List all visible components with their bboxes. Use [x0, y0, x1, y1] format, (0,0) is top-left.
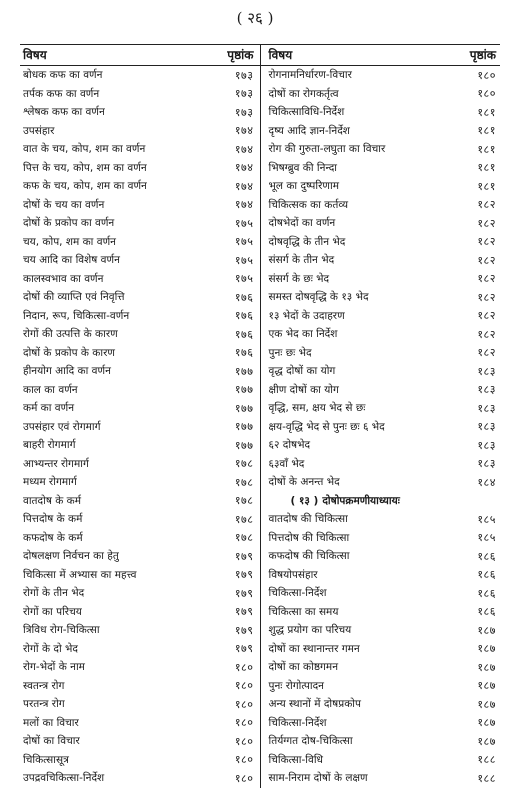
- entry-title: परतन्त्र रोग: [23, 698, 65, 711]
- entry-title: रोगों का परिचय: [23, 605, 82, 618]
- toc-entry: [261, 233, 501, 252]
- toc-entry: [20, 547, 260, 566]
- toc-entry: [20, 66, 260, 85]
- entry-title: दोषों के अनन्त भेद: [268, 476, 340, 489]
- entry-title: उपसंहार एवं रोगमार्ग: [23, 420, 101, 433]
- toc-entry: [20, 677, 260, 696]
- entry-page: १७९: [234, 586, 254, 600]
- entry-page: १८३: [477, 438, 496, 452]
- entry-title: एक भेद का निर्देश: [268, 328, 338, 341]
- toc-entry: [20, 233, 260, 252]
- toc-entry: [261, 658, 501, 677]
- toc-entry: [20, 159, 260, 178]
- toc-entry: [261, 140, 501, 159]
- entry-title: दोषों का स्थानान्तर गमन: [268, 642, 360, 655]
- toc-entry: [20, 621, 260, 640]
- entry-title: ६२ दोषभेद: [268, 439, 311, 452]
- entry-title: कफ के चय, कोप, शम का वर्णन: [23, 180, 147, 193]
- toc-entry: [20, 418, 260, 437]
- entry-title: दोषों के चय का वर्णन: [23, 198, 105, 211]
- left-column-header: [20, 45, 260, 66]
- entry-title: स्वतन्त्र रोग: [23, 679, 65, 692]
- toc-entry: [20, 177, 260, 196]
- entry-page: १८२: [477, 272, 496, 286]
- entry-page: १८७: [477, 623, 496, 637]
- entry-title: पुनः छः भेद: [268, 346, 312, 359]
- entry-title: काल का वर्णन: [23, 383, 78, 396]
- toc-entry: [20, 473, 260, 492]
- entry-title: रोगनामनिर्धारण-विचार: [268, 69, 352, 82]
- entry-title: दोषों की व्याप्ति एवं निवृत्ति: [23, 291, 125, 304]
- entry-page: १७६: [234, 290, 254, 304]
- entry-title: श्लेषक कफ का वर्णन: [23, 106, 105, 119]
- entry-page: १८८: [477, 771, 496, 785]
- entry-title: पुनः रोगोत्पादन: [268, 679, 325, 692]
- toc-entry: [20, 732, 260, 751]
- entry-page: १८१: [477, 105, 496, 119]
- subject-heading: विषय: [23, 48, 47, 62]
- toc-entry: [261, 732, 501, 751]
- entry-page: १८३: [477, 383, 496, 397]
- toc-entry: [20, 381, 260, 400]
- toc-entry: [261, 214, 501, 233]
- toc-entry: [261, 769, 501, 788]
- toc-entry: [261, 455, 501, 474]
- entry-title: कफदोष के कर्म: [23, 531, 83, 544]
- entry-page: १७९: [234, 549, 254, 563]
- entry-page: १७४: [234, 142, 254, 156]
- toc-entry: [20, 436, 260, 455]
- right-column: [261, 45, 501, 788]
- toc-entry: [20, 103, 260, 122]
- entry-page: १८७: [477, 660, 496, 674]
- toc-entry: [261, 122, 501, 141]
- left-column: [20, 45, 261, 788]
- entry-page: १७९: [234, 568, 254, 582]
- entry-title: वृद्ध दोषों का योग: [268, 365, 336, 378]
- subject-heading: विषय: [268, 48, 293, 62]
- toc-entry: [261, 103, 501, 122]
- entry-page: १८२: [477, 235, 496, 249]
- entry-title: रोग-भेदों के नाम: [23, 661, 85, 674]
- toc-entry: [20, 566, 260, 585]
- entry-page: १७६: [234, 346, 254, 360]
- entry-title: बाहरी रोगमार्ग: [23, 439, 76, 452]
- toc-entry: [261, 270, 501, 289]
- entry-title: पित्तदोष की चिकित्सा: [268, 531, 350, 544]
- toc-entry: [261, 362, 501, 381]
- toc-entry: [261, 399, 501, 418]
- entry-page: १८३: [477, 401, 496, 415]
- entry-title: चिकित्सासूत्र: [23, 753, 69, 766]
- toc-entry: [20, 584, 260, 603]
- entry-title: रोगों की उत्पत्ति के कारण: [23, 328, 118, 341]
- toc-entry: [261, 529, 501, 548]
- toc-entry: [20, 603, 260, 622]
- toc-entry: [261, 473, 501, 492]
- entry-title: मध्यम रोगमार्ग: [23, 476, 77, 489]
- contents-table: [20, 44, 500, 788]
- toc-entry: [261, 66, 501, 85]
- entry-title: हीनयोग आदि का वर्णन: [23, 365, 111, 378]
- toc-entry: [261, 510, 501, 529]
- toc-entry: [20, 325, 260, 344]
- chapter-heading: [261, 492, 501, 511]
- toc-entry: [261, 640, 501, 659]
- entry-title: चिकित्सा में अभ्यास का महत्त्व: [23, 568, 137, 581]
- toc-entry: [261, 159, 501, 178]
- entry-page: १८२: [477, 346, 496, 360]
- entry-title: रोग की गुरुता-लघुता का विचार: [268, 143, 386, 156]
- entry-page: १७४: [234, 179, 254, 193]
- entry-page: १७५: [234, 272, 254, 286]
- entry-title: भिषग्ब्रुव की निन्दा: [268, 161, 337, 174]
- toc-entry: [261, 547, 501, 566]
- entry-title: शुद्ध प्रयोग का परिचय: [268, 624, 352, 637]
- entry-title: क्षीण दोषों का योग: [268, 383, 339, 396]
- entry-page: १८३: [477, 364, 496, 378]
- toc-entry: [20, 85, 260, 104]
- toc-entry: [261, 177, 501, 196]
- entry-title: कर्म का वर्णन: [23, 402, 75, 415]
- entry-page: १७८: [234, 531, 254, 545]
- entry-title: मलों का विचार: [23, 716, 79, 729]
- entry-page: १७७: [234, 364, 254, 378]
- entry-page: १७७: [234, 401, 254, 415]
- left-entries: [20, 66, 260, 788]
- entry-title: तर्पक कफ का वर्णन: [23, 87, 100, 100]
- toc-entry: [261, 85, 501, 104]
- entry-page: १८१: [477, 161, 496, 175]
- entry-title: रोगों के दो भेद: [23, 642, 78, 655]
- entry-page: १७५: [234, 235, 254, 249]
- entry-title: दोषों का कोष्ठगमन: [268, 661, 339, 674]
- entry-title: विषयोपसंहार: [268, 568, 318, 581]
- entry-page: १७७: [234, 438, 254, 452]
- entry-page: १८६: [477, 568, 496, 582]
- entry-page: १८६: [477, 605, 496, 619]
- toc-entry: [261, 196, 501, 215]
- toc-entry: [20, 769, 260, 788]
- entry-title: तिर्यग्गत दोष-चिकित्सा: [268, 735, 353, 748]
- entry-page: १७९: [234, 642, 254, 656]
- toc-entry: [20, 529, 260, 548]
- entry-page: १८१: [477, 142, 496, 156]
- entry-title: वातदोष के कर्म: [23, 494, 81, 507]
- entry-title: दृष्य आदि ज्ञान-निर्देश: [268, 124, 350, 137]
- toc-entry: [20, 214, 260, 233]
- entry-page: १७४: [234, 198, 254, 212]
- toc-entry: [261, 714, 501, 733]
- toc-entry: [20, 362, 260, 381]
- entry-title: चिकित्सा-विधि: [268, 753, 324, 766]
- entry-title: साम-निराम दोषों के लक्षण: [268, 772, 368, 785]
- entry-page: १८२: [477, 309, 496, 323]
- entry-page: १७७: [234, 420, 254, 434]
- entry-page: १८७: [477, 697, 496, 711]
- entry-page: १७८: [234, 494, 254, 508]
- entry-page: १७४: [234, 161, 254, 175]
- toc-entry: [261, 436, 501, 455]
- entry-page: १७८: [234, 512, 254, 526]
- entry-title: दोषलक्षण निर्वचन का हेतु: [23, 550, 119, 563]
- entry-page: १८३: [477, 420, 496, 434]
- entry-title: उपसंहार: [23, 124, 55, 137]
- page-heading: पृष्ठांक: [227, 48, 254, 62]
- entry-page: १७४: [234, 124, 254, 138]
- toc-entry: [20, 695, 260, 714]
- entry-page: १८०: [477, 68, 496, 82]
- entry-page: १८१: [477, 179, 496, 193]
- page-number: ( २६ ): [236, 9, 274, 27]
- toc-entry: [261, 751, 501, 770]
- entry-title: १३ भेदों के उदाहरण: [268, 309, 345, 322]
- entry-page: १८०: [234, 679, 254, 693]
- entry-page: १८०: [234, 753, 254, 767]
- toc-entry: [20, 492, 260, 511]
- entry-title: संसर्ग के छः भेद: [268, 272, 330, 285]
- toc-entry: [20, 122, 260, 141]
- right-column-header: [261, 45, 501, 66]
- entry-page: १७८: [234, 457, 254, 471]
- toc-entry: [261, 584, 501, 603]
- toc-entry: [20, 751, 260, 770]
- toc-entry: [20, 307, 260, 326]
- toc-entry: [20, 251, 260, 270]
- entry-title: चिकित्सा का समय: [268, 605, 339, 618]
- entry-page: १८१: [477, 124, 496, 138]
- entry-title: त्रिविध रोग-चिकित्सा: [23, 624, 100, 637]
- toc-entry: [20, 640, 260, 659]
- entry-title: क्षय-वृद्धि भेद से पुनः छः ६ भेद: [268, 420, 385, 433]
- toc-entry: [20, 399, 260, 418]
- toc-entry: [261, 418, 501, 437]
- entry-page: १८४: [477, 475, 496, 489]
- entry-page: १८६: [477, 586, 496, 600]
- entry-title: आभ्यन्तर रोगमार्ग: [23, 457, 89, 470]
- toc-entry: [261, 695, 501, 714]
- entry-title: ६३वाँ भेद: [268, 457, 305, 470]
- entry-page: १७६: [234, 327, 254, 341]
- entry-page: १८२: [477, 290, 496, 304]
- entry-page: १८७: [477, 679, 496, 693]
- entry-page: १८२: [477, 216, 496, 230]
- chapter-number: ( १३ ): [290, 494, 319, 507]
- page-heading: पृष्ठांक: [469, 48, 496, 62]
- right-entries: [261, 66, 501, 788]
- entry-page: १८७: [477, 716, 496, 730]
- entry-title: दोषों का विचार: [23, 735, 80, 748]
- toc-entry: [261, 251, 501, 270]
- entry-page: १८०: [234, 660, 254, 674]
- entry-page: १८०: [234, 734, 254, 748]
- entry-title: चिकित्सा-निर्देश: [268, 587, 327, 600]
- toc-entry: [261, 344, 501, 363]
- entry-title: बोधक कफ का वर्णन: [23, 69, 103, 82]
- entry-page: १८८: [477, 753, 496, 767]
- entry-page: १८७: [477, 642, 496, 656]
- chapter-title: दोषोपक्रमणीयाध्यायः: [322, 494, 400, 507]
- entry-title: चिकित्साविधि-निर्देश: [268, 106, 345, 119]
- entry-title: वात के चय, कोप, शम का वर्णन: [23, 143, 146, 156]
- entry-page: १७५: [234, 216, 254, 230]
- entry-page: १७६: [234, 309, 254, 323]
- toc-entry: [261, 566, 501, 585]
- toc-entry: [20, 140, 260, 159]
- entry-page: १८०: [477, 87, 496, 101]
- entry-title: वातदोष की चिकित्सा: [268, 513, 348, 526]
- entry-page: १७९: [234, 623, 254, 637]
- toc-entry: [261, 603, 501, 622]
- entry-title: दोषों के प्रकोप का वर्णन: [23, 217, 115, 230]
- entry-title: दोषों का रोगकर्तृत्व: [268, 87, 339, 100]
- entry-title: भूल का दुष्परिणाम: [268, 180, 339, 193]
- toc-entry: [261, 677, 501, 696]
- entry-page: १८०: [234, 697, 254, 711]
- toc-entry: [20, 344, 260, 363]
- toc-entry: [20, 196, 260, 215]
- entry-title: अन्य स्थानों में दोषप्रकोप: [268, 698, 361, 711]
- entry-title: रोगों के तीन भेद: [23, 587, 85, 600]
- toc-entry: [20, 288, 260, 307]
- toc-entry: [20, 714, 260, 733]
- entry-page: १८२: [477, 253, 496, 267]
- toc-entry: [261, 307, 501, 326]
- toc-entry: [20, 510, 260, 529]
- entry-page: १७५: [234, 253, 254, 267]
- toc-entry: [261, 621, 501, 640]
- entry-page: १८२: [477, 327, 496, 341]
- entry-page: १८७: [477, 734, 496, 748]
- entry-page: १८२: [477, 198, 496, 212]
- entry-page: १८५: [477, 512, 496, 526]
- entry-title: चिकित्सा-निर्देश: [268, 716, 327, 729]
- entry-title: चिकित्सक का कर्तव्य: [268, 198, 349, 211]
- toc-entry: [20, 270, 260, 289]
- entry-page: १८३: [477, 457, 496, 471]
- entry-title: निदान, रूप, चिकित्सा-वर्णन: [23, 309, 130, 322]
- entry-page: १८५: [477, 531, 496, 545]
- entry-title: दोषभेदों का वर्णन: [268, 217, 336, 230]
- entry-title: कालस्वभाव का वर्णन: [23, 272, 104, 285]
- entry-page: १७३: [234, 68, 254, 82]
- entry-title: दोषों के प्रकोप के कारण: [23, 346, 115, 359]
- entry-page: १७३: [234, 105, 254, 119]
- entry-page: १७७: [234, 383, 254, 397]
- entry-page: १७८: [234, 475, 254, 489]
- toc-entry: [20, 455, 260, 474]
- entry-page: १८६: [477, 549, 496, 563]
- toc-entry: [261, 381, 501, 400]
- toc-entry: [261, 325, 501, 344]
- entry-page: १८०: [234, 771, 254, 785]
- entry-title: पित्तदोष के कर्म: [23, 513, 83, 526]
- entry-title: चय आदि का विशेष वर्णन: [23, 254, 120, 267]
- entry-title: पित्त के चय, कोप, शम का वर्णन: [23, 161, 147, 174]
- entry-title: वृद्धि, सम, क्षय भेद से छः: [268, 402, 366, 415]
- entry-title: संसर्ग के तीन भेद: [268, 254, 335, 267]
- entry-page: १७९: [234, 605, 254, 619]
- entry-page: १७३: [234, 87, 254, 101]
- entry-title: दोषवृद्धि के तीन भेद: [268, 235, 346, 248]
- entry-title: समस्त दोषवृद्धि के १३ भेद: [268, 291, 369, 304]
- entry-page: १८०: [234, 716, 254, 730]
- entry-title: कफदोष की चिकित्सा: [268, 550, 350, 563]
- toc-entry: [261, 288, 501, 307]
- entry-title: उपद्रवचिकित्सा-निर्देश: [23, 772, 105, 785]
- entry-title: चय, कोप, शम का वर्णन: [23, 235, 116, 248]
- toc-entry: [20, 658, 260, 677]
